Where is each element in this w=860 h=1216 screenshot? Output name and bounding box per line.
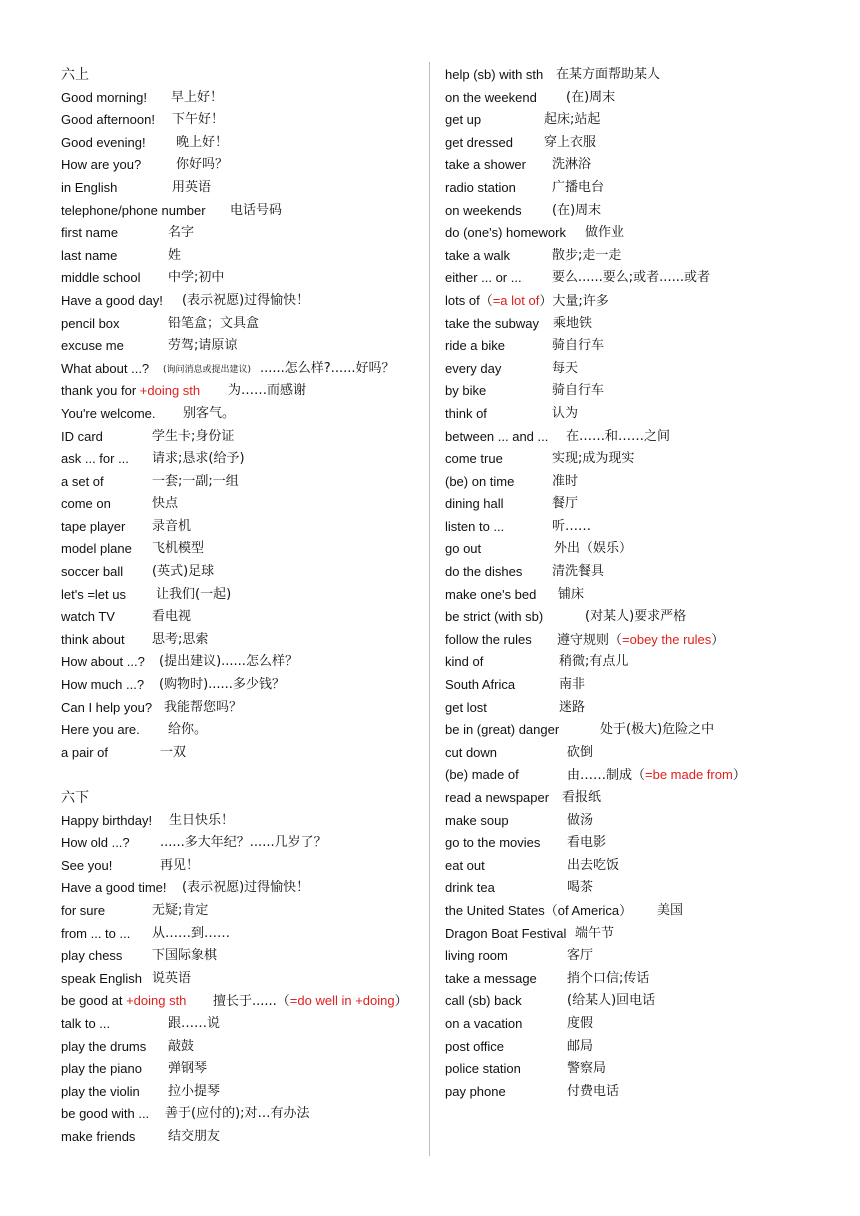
vocab-row <box>61 426 421 449</box>
phrase-en: What about ...? <box>61 360 150 376</box>
vocab-row <box>445 742 845 765</box>
vocab-row <box>61 358 421 381</box>
vocab-row <box>445 64 845 87</box>
vocab-row <box>61 923 421 946</box>
phrase-en: by bike <box>445 383 487 399</box>
phrase-en: take a walk <box>445 247 511 263</box>
phrase-en: Good evening! <box>61 134 146 150</box>
vocab-row <box>61 651 421 674</box>
synonym-note: =be made from <box>645 767 733 783</box>
phrase-en: cut down <box>445 744 498 760</box>
vocab-row <box>61 810 421 833</box>
phrase-zh: 迷路 <box>559 699 586 715</box>
phrase-zh: 广播电台 <box>552 179 605 195</box>
synonym-note: =do well in +doing <box>289 993 395 1009</box>
phrase-en: a pair of <box>61 744 108 760</box>
phrase-en: let's =let us <box>61 586 126 602</box>
phrase-en: (be) on time <box>445 473 515 489</box>
phrase-zh: 捎个口信;传话 <box>567 970 650 986</box>
phrase-en: help (sb) with sth <box>445 67 544 82</box>
phrase-zh: (提出建议)......怎么样？ <box>159 654 298 670</box>
vocab-row <box>445 945 845 968</box>
phrase-en: last name <box>61 247 118 263</box>
phrase-zh: 让我们(一起) <box>156 586 232 602</box>
phrase-en: Here you are. <box>61 722 140 738</box>
vocab-row <box>445 810 845 833</box>
phrase-en: on a vacation <box>445 1015 523 1031</box>
phrase-zh-end: ） <box>394 994 408 1010</box>
phrase-zh: 砍倒 <box>567 744 594 760</box>
vocab-row <box>61 1013 421 1036</box>
phrase-en: make one's bed <box>445 586 537 602</box>
vocab-row <box>61 561 421 584</box>
synonym-note: =obey the rules <box>622 631 712 647</box>
phrase-zh: (给某人)回电话 <box>567 993 656 1009</box>
vocab-row <box>61 877 421 900</box>
phrase-en: pay phone <box>445 1083 506 1099</box>
vocab-row <box>445 516 845 539</box>
phrase-zh-text: 遵守规则（ <box>557 632 623 648</box>
phrase-en: from ... to ... <box>61 925 131 941</box>
phrase-zh: 看电影 <box>567 835 607 851</box>
phrase-zh: 用英语 <box>172 179 212 195</box>
phrase-zh: 在某方面帮助某人 <box>556 67 661 82</box>
phrase-zh: 名字 <box>168 225 195 241</box>
vocab-row <box>61 132 421 155</box>
vocab-row <box>445 719 845 742</box>
phrase-zh: 飞机模型 <box>152 541 205 557</box>
phrase-en: do (one's) homework <box>445 225 566 241</box>
vocab-row <box>445 538 845 561</box>
phrase-en: telephone/phone number <box>61 202 206 218</box>
phrase-zh: 认为 <box>552 405 579 421</box>
phrase-en: talk to ... <box>61 1015 111 1031</box>
phrase-zh: ）大量;许多 <box>539 293 609 309</box>
phrase-en: watch TV <box>61 609 115 625</box>
phrase-zh: 警察局 <box>567 1061 607 1077</box>
phrase-zh: 快点 <box>152 496 179 512</box>
phrase-en: model plane <box>61 541 132 557</box>
phrase-zh: 别客气。 <box>183 405 236 421</box>
phrase-en: radio station <box>445 179 516 195</box>
phrase-en: play the violin <box>61 1083 140 1099</box>
phrase-en: listen to ... <box>445 518 505 534</box>
vocab-row <box>61 448 421 471</box>
vocab-row <box>445 267 845 290</box>
phrase-en: in English <box>61 179 118 195</box>
phrase-en: How old ...? <box>61 835 130 851</box>
vocab-row <box>445 787 845 810</box>
phrase-en: between ... and ... <box>445 428 549 444</box>
phrase-en: You're welcome. <box>61 405 156 421</box>
phrase-zh: 中学;初中 <box>168 270 225 286</box>
phrase-en: every day <box>445 360 502 376</box>
phrase-en: Have a good day! <box>61 292 163 308</box>
phrase-en-text: lots of <box>445 292 480 308</box>
phrase-zh <box>557 629 724 653</box>
vocab-row <box>445 697 845 720</box>
phrase-zh: 度假 <box>567 1015 594 1031</box>
phrase-en: think about <box>61 631 125 647</box>
phrase-zh: 外出（娱乐） <box>554 541 633 557</box>
phrase-en: take a shower <box>445 157 526 173</box>
phrase-zh: 请求;恳求(给予) <box>152 451 245 467</box>
phrase-en: first name <box>61 225 119 241</box>
phrase-en: be good with ... <box>61 1106 150 1122</box>
phrase-zh: 下国际象棋 <box>152 948 218 964</box>
phrase-zh: 听…… <box>552 518 592 534</box>
phrase-en: take the subway <box>445 315 539 331</box>
phrase-zh-text: 由……制成（ <box>567 768 646 784</box>
phrase-en: speak English <box>61 970 142 986</box>
vocab-row <box>61 245 421 268</box>
vocab-row <box>445 290 845 313</box>
phrase-en: pencil box <box>61 315 120 331</box>
phrase-zh: 说英语 <box>152 970 192 986</box>
vocab-row <box>445 471 845 494</box>
vocab-row <box>61 380 421 403</box>
phrase-en: call (sb) back <box>445 993 522 1009</box>
vocab-row <box>445 448 845 471</box>
vocab-row <box>61 697 421 720</box>
phrase-zh: (表示祝愿)过得愉快！ <box>182 292 310 308</box>
phrase-en: Dragon Boat Festival <box>445 925 567 941</box>
vocab-row <box>445 674 845 697</box>
phrase-zh: 穿上衣服 <box>544 134 597 150</box>
phrase-zh: 为……而感谢 <box>228 383 307 399</box>
phrase-en: ask ... for ... <box>61 451 129 467</box>
phrase-en: middle school <box>61 270 141 286</box>
phrase-zh: 付费电话 <box>567 1083 620 1099</box>
phrase-en <box>445 290 609 314</box>
phrase-en: See you! <box>61 857 113 873</box>
phrase-zh: 学生卡;身份证 <box>152 428 235 444</box>
vocab-row <box>61 516 421 539</box>
phrase-en: How about ...? <box>61 654 145 670</box>
phrase-zh: 端午节 <box>575 925 615 941</box>
phrase-zh: 铅笔盒；文具盒 <box>168 315 260 331</box>
vocab-row <box>445 1013 845 1036</box>
phrase-zh: 录音机 <box>152 518 192 534</box>
phrase-en-text: be good at <box>61 993 127 1009</box>
phrase-zh: 准时 <box>552 473 579 489</box>
phrase-en <box>61 380 200 403</box>
vocab-row <box>61 222 421 245</box>
vocab-row <box>61 629 421 652</box>
phrase-zh: 电话号码 <box>230 202 283 218</box>
phrase-zh: 拉小提琴 <box>168 1083 221 1099</box>
vocab-row <box>61 855 421 878</box>
phrase-zh: 跟……说 <box>168 1015 221 1031</box>
phrase-zh: 结交朋友 <box>168 1128 221 1144</box>
vocab-row <box>445 877 845 900</box>
phrase-en: on the weekend <box>445 89 537 105</box>
vocab-row <box>61 403 421 426</box>
phrase-zh: 无疑;肯定 <box>152 902 209 918</box>
phrase-en: police station <box>445 1061 521 1077</box>
vocab-row <box>61 1081 421 1104</box>
phrase-zh: 劳驾;请原谅 <box>168 338 238 354</box>
vocab-row <box>445 493 845 516</box>
section-heading-grade6-second: 六下 <box>61 790 89 806</box>
phrase-en: get lost <box>445 699 487 715</box>
vocab-row <box>61 1103 421 1126</box>
phrase-zh: 出去吃饭 <box>567 857 620 873</box>
phrase-zh: (在)周末 <box>552 202 602 218</box>
vocab-row <box>61 1126 421 1149</box>
phrase-en: the United States（of America） <box>445 902 633 918</box>
phrase-zh: ......怎么样?......好吗？ <box>260 360 395 376</box>
vocab-row <box>445 132 845 155</box>
phrase-en: do the dishes <box>445 564 523 580</box>
vocab-row <box>445 606 845 629</box>
vocab-row <box>445 651 845 674</box>
phrase-en: go to the movies <box>445 835 541 851</box>
phrase-zh: 看电视 <box>152 609 192 625</box>
phrase-zh: 晚上好！ <box>176 134 229 150</box>
phrase-en: tape player <box>61 518 126 534</box>
vocab-row <box>61 742 421 765</box>
phrase-zh: 我能帮您吗？ <box>164 699 243 715</box>
vocab-row <box>61 290 421 313</box>
phrase-en: think of <box>445 405 487 421</box>
vocab-row <box>61 87 421 110</box>
phrase-zh: 你好吗？ <box>176 157 229 173</box>
vocab-row <box>61 968 421 991</box>
vocab-row <box>61 109 421 132</box>
phrase-zh: 每天 <box>552 360 579 376</box>
phrase-en: go out <box>445 541 482 557</box>
phrase-zh: 散步;走一走 <box>552 247 622 263</box>
phrase-en: eat out <box>445 857 485 873</box>
phrase-zh: 要么......要么;或者......或者 <box>552 270 710 286</box>
vocab-row <box>61 154 421 177</box>
vocab-row <box>61 900 421 923</box>
phrase-zh: 善于(应付的);对…有办法 <box>165 1106 310 1122</box>
phrase-en: get up <box>445 112 482 128</box>
vocab-row <box>61 606 421 629</box>
vocab-row <box>61 832 421 855</box>
phrase-zh-end: ） <box>711 632 725 648</box>
phrase-en: take a message <box>445 970 537 986</box>
phrase-en: post office <box>445 1038 505 1054</box>
phrase-zh: 起床;站起 <box>544 112 601 128</box>
phrase-en: Have a good time! <box>61 880 167 896</box>
phrase-zh: 做作业 <box>585 225 625 241</box>
phrase-zh-end: ） <box>732 768 746 784</box>
phrase-en: on weekends <box>445 202 522 218</box>
phrase-zh: 乘地铁 <box>553 315 593 331</box>
phrase-zh: 南非 <box>559 677 586 693</box>
vocab-row <box>61 584 421 607</box>
vocab-row <box>61 177 421 200</box>
vocab-row <box>445 200 845 223</box>
vocab-row <box>61 335 421 358</box>
vocab-row <box>61 313 421 336</box>
phrase-en: soccer ball <box>61 564 124 580</box>
phrase-zh: (英式)足球 <box>152 564 215 580</box>
phrase-en: dining hall <box>445 496 504 512</box>
phrase-zh: 餐厅 <box>552 496 579 512</box>
phrase-en: a set of <box>61 473 104 489</box>
right-column <box>445 64 845 1103</box>
vocab-row <box>61 674 421 697</box>
phrase-en: come true <box>445 451 503 467</box>
vocab-row <box>445 855 845 878</box>
phrase-en: play the piano <box>61 1061 142 1077</box>
phrase-en: (be) made of <box>445 767 519 783</box>
vocab-row <box>445 1081 845 1104</box>
vocab-row <box>445 380 845 403</box>
vocab-row <box>61 1036 421 1059</box>
vocab-row <box>445 968 845 991</box>
vocab-row <box>445 177 845 200</box>
usage-note: (询问消息或提出建议) <box>163 364 252 375</box>
vocab-row <box>61 493 421 516</box>
phrase-zh: 再见！ <box>160 857 200 873</box>
phrase-zh: 骑自行车 <box>552 338 605 354</box>
vocab-row <box>445 923 845 946</box>
phrase-en <box>61 990 186 1013</box>
phrase-zh: 看报纸 <box>562 790 602 805</box>
phrase-zh: 一套;一副;一组 <box>152 473 239 489</box>
phrase-zh: 从……到…… <box>152 925 231 941</box>
vocab-row <box>61 200 421 223</box>
vocab-row <box>445 832 845 855</box>
vocab-row <box>445 335 845 358</box>
vocab-row <box>61 471 421 494</box>
phrase-en: ride a bike <box>445 338 505 354</box>
phrase-en: for sure <box>61 902 106 918</box>
vocab-row <box>445 1058 845 1081</box>
phrase-en: South Africa <box>445 677 516 693</box>
vocab-row <box>61 719 421 742</box>
phrase-en: get dressed <box>445 134 513 150</box>
phrase-en: play chess <box>61 948 123 964</box>
vocab-row <box>445 426 845 449</box>
phrase-zh: (对某人)要求严格 <box>585 609 687 625</box>
vocab-row <box>445 1036 845 1059</box>
phrase-zh: 下午好！ <box>172 112 225 128</box>
phrase-en: be in (great) danger <box>445 722 560 738</box>
phrase-en: How much ...? <box>61 677 145 693</box>
phrase-en: drink tea <box>445 880 495 896</box>
phrase-zh: 姓 <box>168 247 182 263</box>
vocab-row <box>445 358 845 381</box>
section-gap <box>61 764 421 787</box>
vocab-row <box>61 1058 421 1081</box>
phrase-zh: (在)周末 <box>566 89 616 105</box>
phrase-en: Good afternoon! <box>61 112 155 128</box>
phrase-en: Happy birthday! <box>61 812 153 828</box>
phrase-zh: 客厅 <box>567 948 594 964</box>
phrase-en: either ... or ... <box>445 270 522 286</box>
phrase-en: Good morning! <box>61 89 147 105</box>
phrase-zh: ......多大年纪？......几岁了？ <box>160 835 327 851</box>
vocab-row <box>445 154 845 177</box>
phrase-en: make soup <box>445 812 509 828</box>
phrase-en: How are you? <box>61 157 142 173</box>
phrase-zh: 实现;成为现实 <box>552 451 635 467</box>
grammar-note: +doing sth <box>126 993 187 1009</box>
vocab-row <box>445 561 845 584</box>
vocab-row <box>61 990 421 1013</box>
phrase-en: kind of <box>445 654 484 670</box>
vocab-row <box>61 538 421 561</box>
phrase-zh-text: 擅长于......（ <box>213 994 290 1010</box>
phrase-zh: 处于(极大)危险之中 <box>600 722 715 738</box>
vocab-row <box>61 267 421 290</box>
phrase-zh <box>567 764 746 788</box>
vocab-row <box>445 109 845 132</box>
left-column <box>61 64 421 1149</box>
phrase-zh <box>213 990 408 1014</box>
phrase-zh: (表示祝愿)过得愉快！ <box>182 880 310 896</box>
vocab-row <box>445 629 845 652</box>
phrase-zh: 弹钢琴 <box>168 1061 208 1077</box>
phrase-zh: 生日快乐！ <box>169 812 235 828</box>
vocab-row <box>445 990 845 1013</box>
vocab-row <box>61 945 421 968</box>
phrase-en: come on <box>61 496 111 512</box>
phrase-zh: 早上好！ <box>171 89 224 105</box>
phrase-zh: 思考;思索 <box>152 631 209 647</box>
phrase-en: be strict (with sb) <box>445 609 544 625</box>
phrase-zh: 美国 <box>657 902 684 918</box>
phrase-en: excuse me <box>61 338 124 354</box>
phrase-zh: 喝茶 <box>567 880 594 896</box>
phrase-zh: 清洗餐具 <box>552 564 605 580</box>
vocab-row <box>445 245 845 268</box>
vocab-row <box>445 87 845 110</box>
phrase-zh: 做汤 <box>567 812 594 828</box>
vocab-row <box>445 403 845 426</box>
phrase-en: read a newspaper <box>445 790 550 805</box>
vocab-row <box>445 764 845 787</box>
phrase-en: living room <box>445 948 508 964</box>
phrase-zh: 给你。 <box>168 722 208 738</box>
phrase-en: play the drums <box>61 1038 147 1054</box>
phrase-en: Can I help you? <box>61 699 153 715</box>
phrase-zh: 骑自行车 <box>552 383 605 399</box>
phrase-zh: 邮局 <box>567 1038 594 1054</box>
phrase-zh: 铺床 <box>558 586 585 602</box>
phrase-zh: 在……和……之间 <box>566 428 671 444</box>
phrase-zh: 敲鼓 <box>168 1038 195 1054</box>
phrase-en: follow the rules <box>445 631 532 647</box>
phrase-zh: 洗淋浴 <box>552 157 592 173</box>
paren-open: （ <box>479 293 493 309</box>
phrase-zh: (购物时)......多少钱？ <box>159 677 285 693</box>
column-divider <box>429 62 430 1156</box>
vocab-row <box>445 900 845 923</box>
phrase-en: make friends <box>61 1128 136 1144</box>
phrase-en-text: thank you for <box>61 383 140 399</box>
phrase-en: ID card <box>61 428 103 444</box>
vocab-row <box>445 584 845 607</box>
vocab-row <box>445 222 845 245</box>
grammar-note: +doing sth <box>139 383 201 399</box>
phrase-zh: 稍微;有点儿 <box>559 654 629 670</box>
phrase-zh: 一双 <box>160 744 187 760</box>
vocab-row <box>445 313 845 336</box>
section-heading-grade6-first: 六上 <box>61 67 89 83</box>
synonym-note: =a lot of <box>492 292 540 308</box>
